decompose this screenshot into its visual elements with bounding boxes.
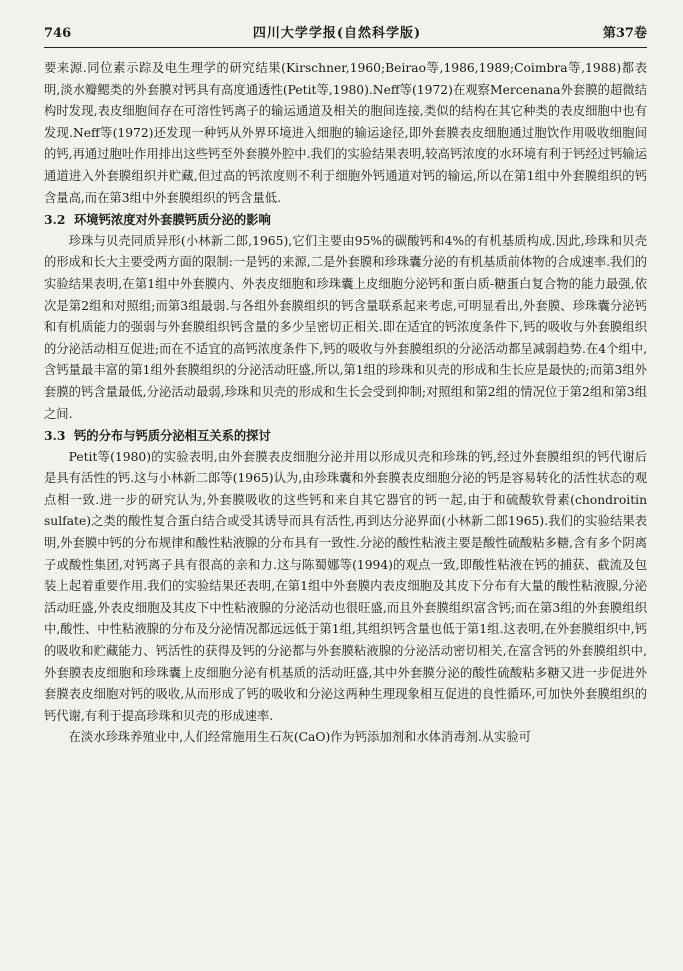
journal-title: 四川大学学报(自然科学版) xyxy=(252,26,422,41)
paragraph-continued: 要来源.同位素示踪及电生理学的研究结果(Kirschner,1960;Beirao等,1986,1989;Coimbra等,1988)都表明,淡水瓣鳃类的外套膜对钙具有高度通透性(Petit等,1980).Neff等(1972)在观察Mercenana外套膜的超微结构时发现,表皮细胞间存在可溶性钙离子的输运通道及相关的胞间连接,类似的结构在其它种类的表皮细胞中也有发现.Neff等(1972)还发现一种钙从外界环境进入细胞的输运途径,即外套膜表皮细胞通过胞饮作用吸收细胞间的钙,再通过胞吐作用排出这些钙至外套膜外腔中.我们的实验结果表明,较高钙浓度的水环境有利于钙经过钙输运通道进入外套膜组织并贮藏,但过高的钙浓度则不利于细胞外钙通道对钙的输运,所以在第1组中外套膜组织的钙含量高,而在第3组中外套膜组织的钙含量低. xyxy=(44,61,647,205)
section-title: 钙的分布与钙质分泌相互关系的探讨 xyxy=(74,428,271,444)
volume-label: 第37卷 xyxy=(602,26,647,41)
section-heading-3-2 xyxy=(44,209,647,231)
paragraph: 在淡水珍珠养殖业中,人们经常施用生石灰(CaO)作为钙添加剂和水体消毒剂.从实验可 xyxy=(68,730,531,745)
page-number: 746 xyxy=(44,26,72,41)
paragraph: Petit等(1980)的实验表明,由外套膜表皮细胞分泌并用以形成贝壳和珍珠的钙,经过外套膜组织的钙代谢后是具有活性的钙.这与小林新二郎等(1965)认为,由珍珠囊和外套膜表皮细胞分泌的钙是容易转化的活性状态的观点相一致.进一步的研究认为,外套膜吸收的这些钙和来自其它器官的钙一起,由于和硫酸软骨素(chondroitin sulfate)之类的酸性复合蛋白结合或受其诱导而具有活性,再到达分泌界面(小林新二郎1965).我们的实验结果表明,外套膜中钙的分布规律和酸性粘液腺的分布具有一致性.分泌的酸性粘液主要是酸性硫酸粘多糖,含有多个阴离子或酸性集团,对钙离子具有很高的亲和力.这与陈蜀娜等(1994)的观点一致,即酸性粘液在钙的捕获、截流及包装上起着重要作用.我们的实验结果还表明,在第1组中外套膜内表皮细胞及其皮下分布有大量的酸性粘液腺,分泌活动旺盛,外表皮细胞及其皮下中性粘液腺的分泌活动也很旺盛,而且外套膜组织富含钙;而在第3组的外套膜组织中,酸性、中性粘液腺的分布及分泌情况都远远低于第1组,其组织钙含量也低于第1组.这表明,在外套膜组织中,钙的吸收和贮藏能力、钙活性的获得及钙的分泌都与外套膜粘液腺的分泌活动密切相关,在富含钙的外套膜组织中,外套膜表皮细胞和珍珠囊上皮细胞分泌有机基质的活动旺盛,其中外套膜分泌的酸性硫酸粘多糖又进一步促进外套膜表皮细胞对钙的吸收,从而形成了钙的吸收和分泌这两种生理现象相互促进的良性循环,可加快外套膜组织的钙代谢,有利于提高珍珠和贝壳的形成速率. xyxy=(44,449,647,723)
section-number: 3.2 xyxy=(44,212,66,228)
body-text xyxy=(44,58,647,749)
running-header xyxy=(44,22,647,48)
paragraph: 珍珠与贝壳同质异形(小林新二郎,1965),它们主要由95%的碳酸钙和4%的有机基质构成.因此,珍珠和贝壳的形成和长大主要受两方面的限制:一是钙的来源,二是外套膜和珍珠囊分泌的有机基质前体物的合成速率.我们的实验结果表明,在第1组中外套膜内、外表皮细胞和珍珠囊上皮细胞分泌钙和蛋白质-糖蛋白复合物的能力最强,依次是第2组和对照组;而第3组最弱.与各组外套膜组织的钙含量联系起来考虑,可明显看出,外套膜、珍珠囊分泌钙和有机质能力的强弱与外套膜组织钙含量的多少呈密切正相关.即在适宜的钙浓度条件下,钙的吸收与外套膜组织的分泌活动相互促进;而在不适宜的高钙浓度条件下,钙的吸收与外套膜组织的分泌活动都呈减弱趋势.在4个组中,含钙量最丰富的第1组外套膜组织的分泌活动旺盛,所以,第1组的珍珠和贝壳的形成和生长应是最快的;而第3组外套膜的钙含量最低,分泌活动最弱,珍珠和贝壳的形成和生长会受到抑制;对照组和第2组的情况位于第2组和第3组之间. xyxy=(44,233,647,421)
section-number: 3.3 xyxy=(44,428,66,444)
section-title: 环境钙浓度对外套膜钙质分泌的影响 xyxy=(74,212,271,228)
section-heading-3-3 xyxy=(44,425,647,447)
